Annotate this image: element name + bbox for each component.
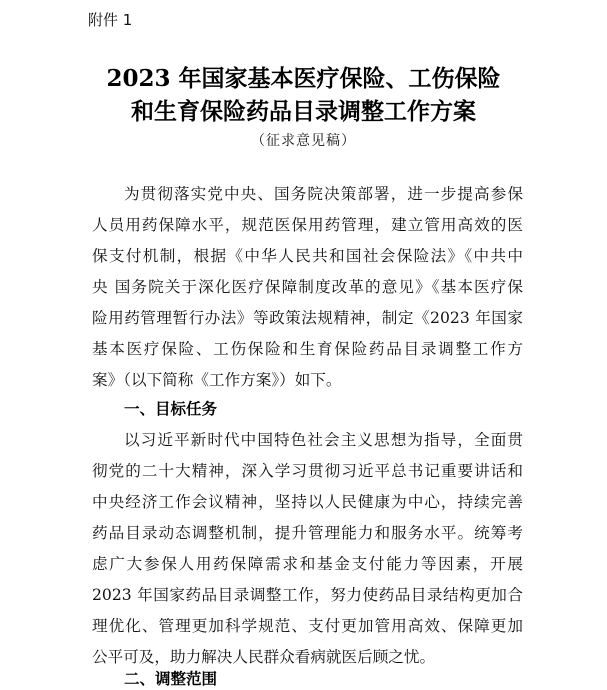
- document-subtitle: （征求意见稿）: [251, 133, 356, 149]
- intro-line: 案》（以下简称《工作方案》）如下。: [92, 371, 342, 389]
- intro-line: 基本医疗保险、工伤保险和生育保险药品目录调整工作方: [92, 340, 523, 358]
- document-title-line-2: 和生育保险药品目录调整工作方案: [131, 98, 476, 125]
- section-heading-scope: 二、调整范围: [124, 670, 218, 688]
- attachment-label: 附件 1: [88, 11, 133, 29]
- section1-line: 彻党的二十大精神，深入学习贯彻习近平总书记重要讲话和: [92, 462, 523, 480]
- section1-line: 中央经济工作会议精神，坚持以人民健康为中心，持续完善: [92, 493, 523, 511]
- section1-line: 药品目录动态调整机制，提升管理能力和服务水平。统筹考: [92, 524, 523, 542]
- intro-line: 央 国务院关于深化医疗保障制度改革的意见》《基本医疗保: [92, 278, 523, 296]
- document-title-line-1: 2023 年国家基本医疗保险、工伤保险: [106, 65, 501, 92]
- section-heading-goals: 一、目标任务: [124, 400, 218, 418]
- section1-line: 虑广大参保人用药保障需求和基金支付能力等因素，开展: [92, 555, 523, 573]
- section1-line: 以习近平新时代中国特色社会主义思想为指导，全面贯: [124, 431, 523, 449]
- intro-line: 险用药管理暂行办法》等政策法规精神，制定《2023 年国家: [92, 309, 523, 327]
- intro-line: 为贯彻落实党中央、国务院决策部署，进一步提高参保: [124, 185, 523, 203]
- section1-line: 公平可及，助力解决人民群众看病就医后顾之忧。: [92, 648, 436, 666]
- intro-line: 保支付机制，根据《中华人民共和国社会保险法》《中共中: [92, 247, 523, 265]
- section1-line: 理优化、管理更加科学规范、支付更加管用高效、保障更加: [92, 617, 523, 635]
- section1-line: 2023 年国家药品目录调整工作，努力使药品目录结构更加合: [92, 586, 523, 604]
- intro-line: 人员用药保障水平，规范医保用药管理，建立管用高效的医: [92, 216, 523, 234]
